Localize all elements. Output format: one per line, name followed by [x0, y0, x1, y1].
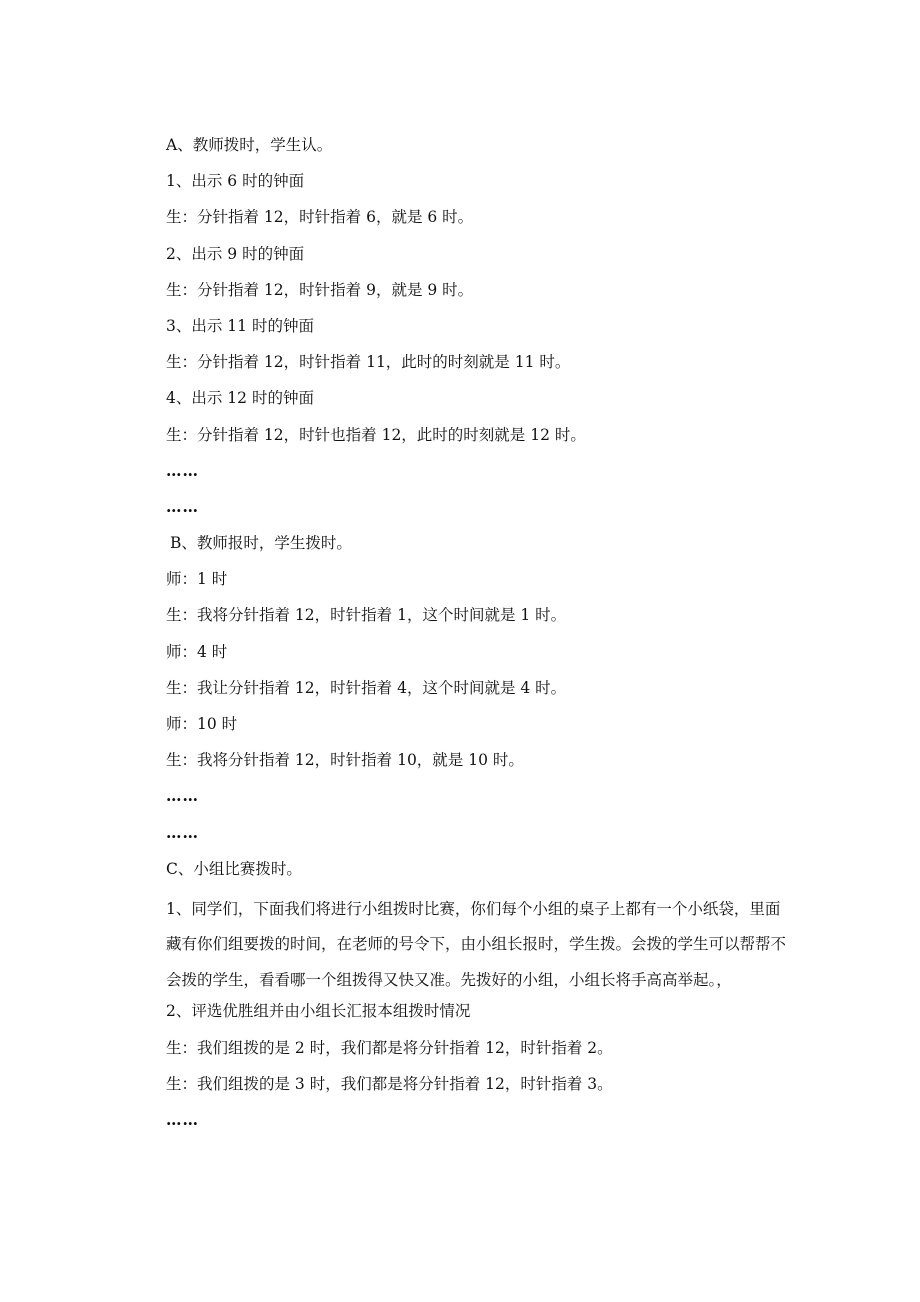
text-line-teacher: 师：4 时	[166, 642, 228, 661]
text-line-answer: 生：我将分针指着 12，时针指着 1，这个时间就是 1 时。	[166, 606, 567, 625]
document-body	[166, 132, 786, 1143]
text-line-teacher: 师：1 时	[166, 570, 228, 589]
text-line-ellipsis: ……	[166, 1110, 199, 1129]
text-line-answer: 生：我让分针指着 12，时针指着 4，这个时间就是 4 时。	[166, 678, 567, 697]
lesson-lines	[166, 132, 786, 892]
text-line-teacher: 师：10 时	[166, 715, 238, 733]
text-line-item: 1、出示 6 时的钟面	[166, 172, 305, 191]
text-line-ellipsis: ……	[166, 786, 199, 806]
text-line-heading: B、教师报时，学生拨时。	[170, 534, 352, 553]
text-line-answer: 生：分针指着 12，时针指着 11，此时的时刻就是 11 时。	[166, 353, 571, 372]
text-line-item: 4、出示 12 时的钟面	[166, 389, 314, 408]
text-line-item: 3、出示 11 时的钟面	[166, 316, 314, 335]
lesson-lines-tail	[166, 998, 786, 1143]
text-line-heading: C、小组比赛拨时。	[166, 859, 302, 878]
text-line-answer: 生：我们组拨的是 2 时，我们都是将分针指着 12，时针指着 2。	[166, 1038, 613, 1057]
text-line-ellipsis: ……	[166, 822, 199, 842]
text-line-answer: 生：我将分针指着 12，时针指着 10，就是 10 时。	[166, 751, 524, 770]
text-line-item: 2、出示 9 时的钟面	[166, 244, 305, 263]
text-line-ellipsis: ……	[166, 460, 199, 480]
text-line-answer: 生：分针指着 12，时针指着 9，就是 9 时。	[166, 280, 474, 299]
text-line-heading: A、教师拨时，学生认。	[166, 136, 333, 154]
text-line-answer: 生：分针指着 12，时针也指着 12，此时的时刻就是 12 时。	[166, 425, 586, 444]
text-line-item: 2、评选优胜组并由小组长汇报本组拨时情况	[166, 1002, 471, 1021]
text-line-answer: 生：分针指着 12，时针指着 6，就是 6 时。	[166, 208, 474, 227]
text-line-ellipsis: ……	[166, 496, 199, 516]
paragraph-group-contest: 1、同学们，下面我们将进行小组拨时比赛，你们每个小组的桌子上都有一个小纸袋，里面藏有你们组要拨的时间，在老师的号令下，由小组长报时，学生拨。会拨的学生可以帮帮不会拨的学生，看看哪一个组拨得又快又准。先拨好的小组，小组长将手高高举起。，	[166, 899, 787, 989]
text-line-answer: 生：我们组拨的是 3 时，我们都是将分针指着 12，时针指着 3。	[166, 1074, 613, 1093]
